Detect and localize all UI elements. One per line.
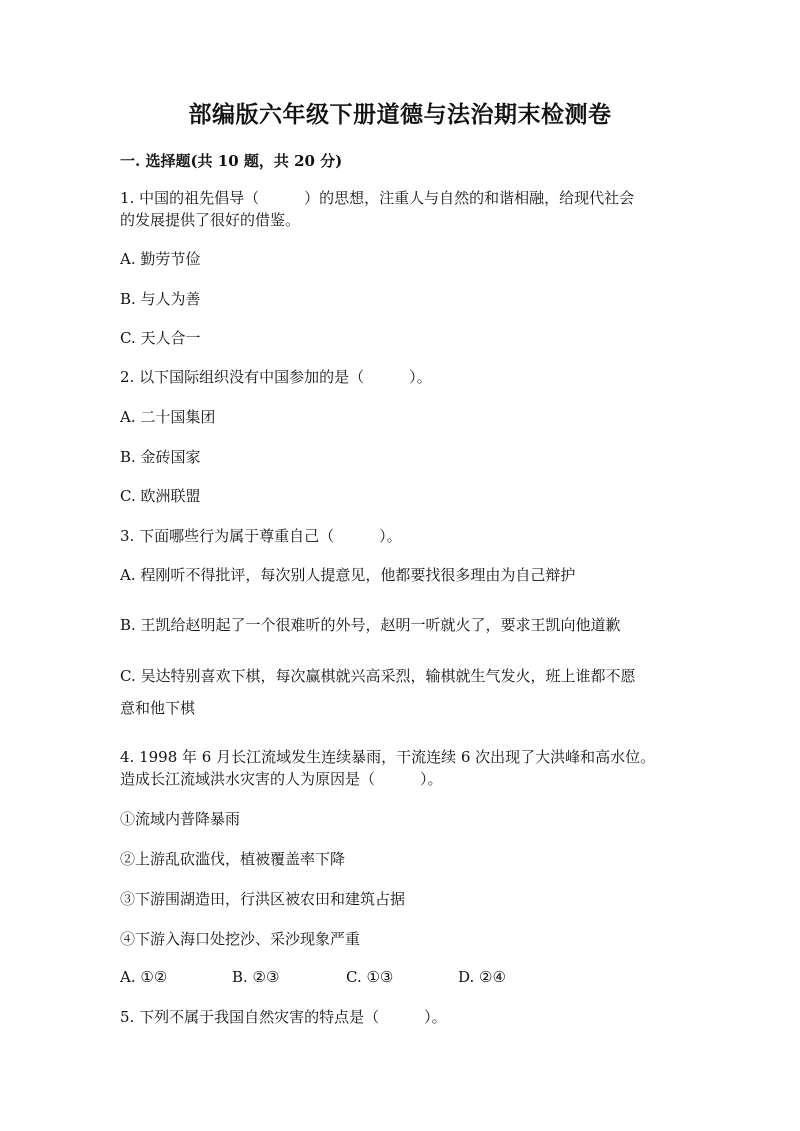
question-2-option-c: C. 欧洲联盟 [120, 487, 201, 505]
question-3-option-c-line-1: C. 吴达特别喜欢下棋，每次赢棋就兴高采烈，输棋就生气发火，班上谁都不愿 [120, 667, 636, 685]
question-3-line-1: 3. 下面哪些行为属于尊重自己（ ）。 [120, 527, 402, 545]
question-4-option-c: C. ①③ [346, 968, 394, 986]
question-3-option-c-line-2: 意和他下棋 [120, 699, 196, 717]
question-1-option-b: B. 与人为善 [120, 290, 201, 308]
question-2-line-1: 2. 以下国际组织没有中国参加的是（ ）。 [120, 368, 432, 386]
question-4-statement-3: ③下游围湖造田，行洪区被农田和建筑占据 [120, 890, 406, 908]
question-4-line-2: 造成长江流域洪水灾害的人为原因是（ ）。 [120, 770, 443, 788]
section-heading: 一. 选择题(共 10 题，共 20 分) [120, 152, 343, 170]
question-4-line-1: 4. 1998 年 6 月长江流域发生连续暴雨，干流连续 6 次出现了大洪峰和高水位。 [120, 748, 656, 766]
question-4-option-a: A. ①② [120, 968, 168, 986]
question-2-option-b: B. 金砖国家 [120, 448, 201, 466]
question-2-option-a: A. 二十国集团 [120, 408, 216, 426]
question-3-option-a: A. 程刚听不得批评，每次别人提意见，他都要找很多理由为自己辩护 [120, 566, 576, 584]
question-4-statement-4: ④下游入海口处挖沙、采沙现象严重 [120, 930, 361, 948]
question-3-option-b: B. 王凯给赵明起了一个很难听的外号，赵明一听就火了，要求王凯向他道歉 [120, 616, 621, 634]
question-4-option-d: D. ②④ [458, 968, 506, 986]
question-1-option-c: C. 天人合一 [120, 329, 201, 347]
question-1-line-1: 1. 中国的祖先倡导（ ）的思想，注重人与自然的和谐相融，给现代社会 [120, 189, 635, 207]
page-title: 部编版六年级下册道德与法治期末检测卷 [188, 101, 612, 128]
question-1-option-a: A. 勤劳节俭 [120, 250, 201, 268]
question-4-option-b: B. ②③ [232, 968, 280, 986]
question-4-statement-2: ②上游乱砍滥伐，植被覆盖率下降 [120, 850, 346, 868]
question-1-line-2: 的发展提供了很好的借鉴。 [120, 211, 301, 229]
question-5-line-1: 5. 下列不属于我国自然灾害的特点是（ ）。 [120, 1008, 447, 1026]
question-4-statement-1: ①流域内普降暴雨 [120, 810, 241, 828]
